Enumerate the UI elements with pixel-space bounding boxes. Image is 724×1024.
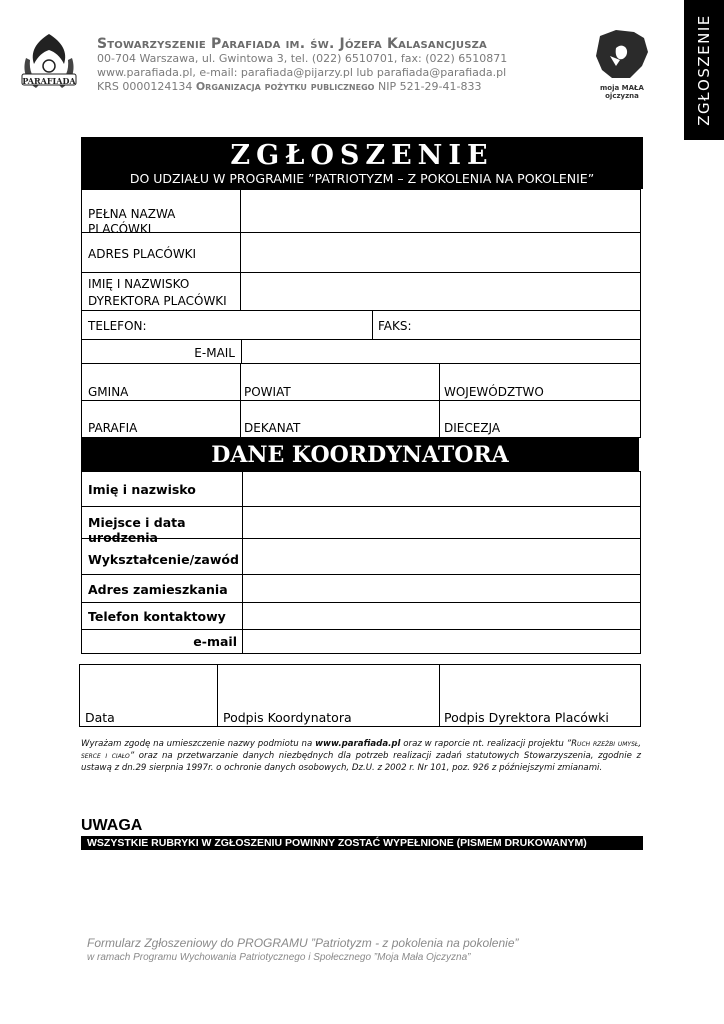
coord-phone-label: Telefon kontaktowy	[88, 609, 226, 624]
footer-line-1: Formularz Zgłoszeniowy do PROGRAMU ”Patriotyzm - z pokolenia na pokolenie”	[87, 936, 519, 950]
footer-line-2: w ramach Programu Wychowania Patriotycznego i Społecznego ”Moja Mała Ojczyzna”	[87, 952, 471, 963]
coordinator-heading: DANE KOORDYNATORA	[81, 438, 639, 471]
form-title-bar	[81, 137, 643, 189]
powiat-label: POWIAT	[244, 385, 291, 399]
email-label: E-MAIL	[194, 346, 235, 360]
school-name-field[interactable]	[240, 189, 641, 233]
parafiada-logo-text: PARAFIADA	[22, 76, 76, 86]
director-label-1: IMIĘ I NAZWISKO	[88, 277, 190, 291]
fax-field[interactable]	[372, 310, 641, 340]
school-address-field[interactable]	[240, 232, 641, 273]
gmina-label: GMINA	[88, 385, 129, 399]
fax-label: FAKS:	[378, 319, 412, 333]
org-registry	[97, 80, 507, 94]
parafia-label: PARAFIA	[88, 421, 138, 435]
coord-address-label: Adres zamieszkania	[88, 582, 228, 597]
org-krs: KRS 0000124134	[97, 80, 193, 93]
org-name: Stowarzyszenie Parafiada im. św. Józefa Kalasancjusza	[97, 36, 488, 52]
phone-label: TELEFON:	[88, 319, 147, 333]
coordinator-signature-label: Podpis Koordynatora	[223, 710, 352, 725]
consent-part-2: oraz w raporcie nt. realizacji projektu ”	[400, 739, 572, 749]
org-opp: Organizacja pożytku publicznego	[195, 80, 375, 93]
coord-education-label-cell	[81, 538, 243, 575]
coord-education-field[interactable]	[242, 538, 641, 575]
coord-education-label: Wykształcenie/zawód	[88, 552, 239, 567]
coord-name-label: Imię i nazwisko	[88, 482, 196, 497]
school-email-field[interactable]	[241, 339, 641, 364]
consent-part-1: Wyrażam zgodę na umieszczenie nazwy podmiotu na	[81, 739, 316, 749]
coord-birth-label-cell	[81, 506, 243, 545]
form-title: ZGŁOSZENIE	[230, 140, 494, 171]
school-address-label-cell	[81, 232, 241, 273]
date-label: Data	[85, 710, 115, 725]
consent-text	[81, 738, 641, 774]
consent-site: www.parafiada.pl	[315, 739, 401, 749]
parafia-field[interactable]	[81, 400, 241, 438]
notice-title: UWAGA	[81, 817, 143, 834]
school-address-label: ADRES PLACÓWKI	[88, 247, 197, 261]
phone-field[interactable]	[81, 310, 373, 340]
gmina-field[interactable]	[81, 363, 241, 401]
coord-birth-field[interactable]	[242, 506, 641, 539]
director-signature-field[interactable]	[439, 664, 641, 727]
org-nip: NIP 521-29-41-833	[377, 80, 482, 93]
wojewodztwo-label: WOJEWÓDZTWO	[444, 385, 544, 399]
wojewodztwo-field[interactable]	[439, 363, 641, 401]
school-name-label: PEŁNA NAZWA PLACÓWKI	[88, 207, 176, 236]
logo-caption: moja MAŁA ojczyzna	[600, 84, 644, 100]
director-name-field[interactable]	[240, 272, 641, 311]
side-tab	[684, 0, 724, 140]
email-label-cell	[81, 339, 242, 364]
date-field[interactable]	[79, 664, 218, 727]
coord-address-field[interactable]	[242, 574, 641, 603]
dekanat-field[interactable]	[240, 400, 440, 438]
org-address: 00-704 Warszawa, ul. Gwintowa 3, tel. (022) 6510701, fax: (022) 6510871	[97, 52, 508, 65]
diecezja-field[interactable]	[439, 400, 641, 438]
coord-phone-label-cell	[81, 602, 243, 630]
dekanat-label: DEKANAT	[244, 421, 301, 435]
notice-text: WSZYSTKIE RUBRYKI W ZGŁOSZENIU POWINNY ZOSTAĆ WYPEŁNIONE (PISMEM DRUKOWANYM)	[81, 836, 643, 850]
org-web: www.parafiada.pl, e-mail: parafiada@pijarzy.pl lub parafiada@parafiada.pl	[97, 66, 507, 79]
organization-header	[97, 36, 507, 94]
form-subtitle: DO UDZIAŁU W PROGRAMIE ”PATRIOTYZM – Z POKOLENIA NA POKOLENIE”	[129, 171, 595, 186]
coordinator-signature-field[interactable]	[217, 664, 440, 727]
diecezja-label: DIECEZJA	[444, 421, 501, 435]
coord-birth-label: Miejsce i data urodzenia	[88, 515, 186, 545]
director-signature-label: Podpis Dyrektora Placówki	[444, 710, 609, 725]
coord-name-label-cell	[81, 471, 243, 507]
director-label-cell	[81, 272, 241, 311]
coord-address-label-cell	[81, 574, 243, 603]
footer	[87, 936, 519, 964]
consent-project: Ruch rzeźbi umysł, serce i ciało	[81, 739, 641, 761]
consent-part-3: ” oraz na przetwarzanie danych niezbędnych dla potrzeb realizacji zadań statutowych Stowarzyszenia, zgodnie z ustawą z dn.29 sierpnia 1997r. o ochronie danych osobowych, Dz.U. z 2002 r. Nr 101, poz. 926 z późniejszymi zmianami.	[81, 751, 641, 773]
coord-email-label-cell	[81, 629, 243, 654]
side-tab-label: ZGŁOSZENIE	[695, 14, 713, 126]
coord-phone-field[interactable]	[242, 602, 641, 630]
director-label-2: DYREKTORA PLACÓWKI	[88, 294, 227, 308]
coord-email-label: e-mail	[193, 634, 237, 649]
powiat-field[interactable]	[240, 363, 440, 401]
school-name-label-cell	[81, 189, 241, 236]
coord-name-field[interactable]	[242, 471, 641, 507]
parafiada-logo	[16, 30, 82, 96]
moja-mala-ojczyzna-logo	[582, 26, 662, 100]
coord-email-field[interactable]	[242, 629, 641, 654]
